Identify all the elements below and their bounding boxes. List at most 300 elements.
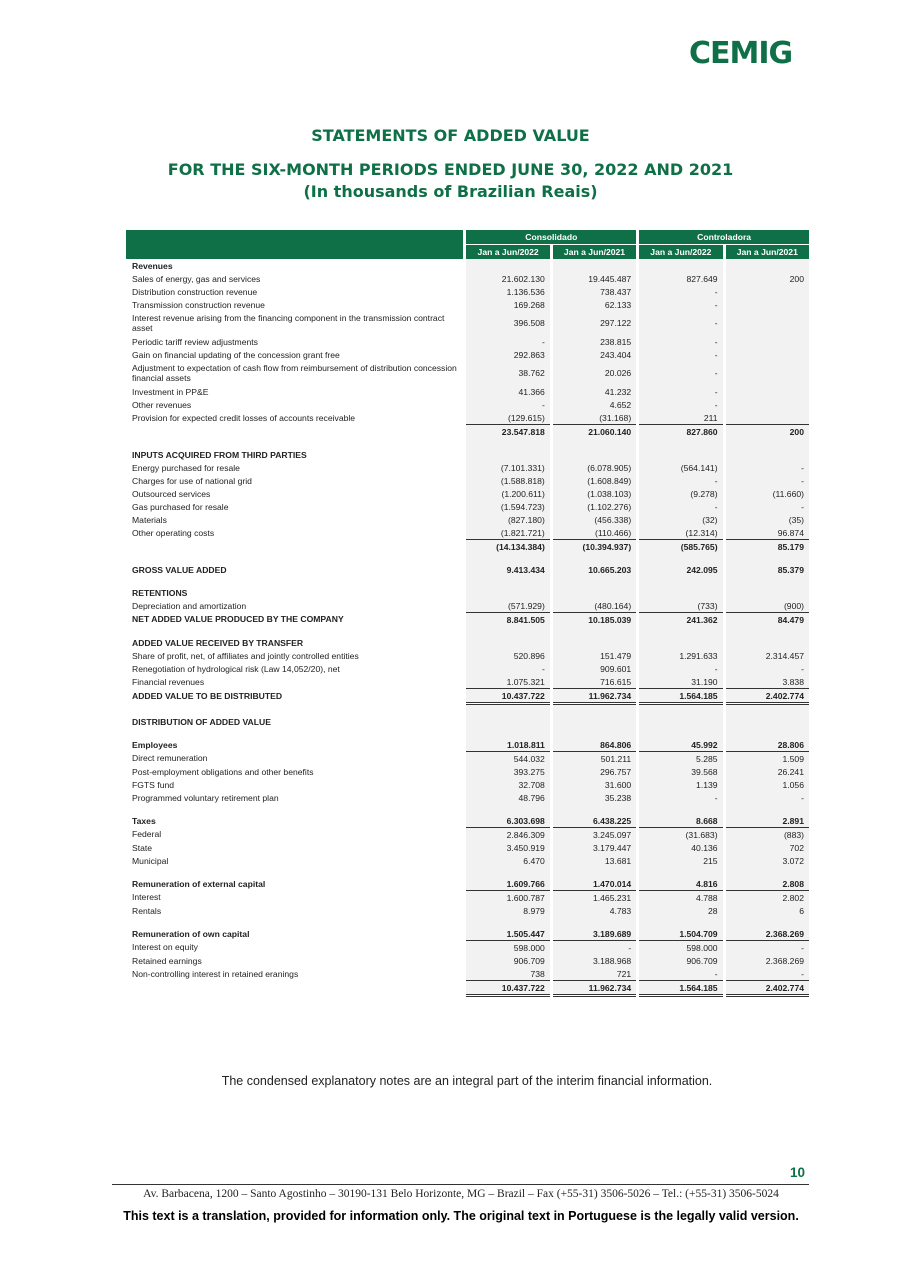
row-value: - <box>726 791 809 804</box>
row-value: 35.238 <box>553 791 636 804</box>
table-row-subtotal <box>126 438 809 448</box>
row-value <box>639 704 722 716</box>
row-label <box>126 626 463 636</box>
row-label: Remuneration of external capital <box>132 878 266 889</box>
row-label: Provision for expected credit losses of accounts receivable <box>132 412 356 423</box>
row-value <box>466 576 549 586</box>
row-value: 3.450.919 <box>466 841 549 854</box>
row-value: 21.060.140 <box>553 425 636 439</box>
table-row <box>126 474 809 487</box>
row-label: Sales of energy, gas and services <box>132 273 261 284</box>
row-label: Retained earnings <box>132 955 202 966</box>
row-value: 28 <box>639 904 722 917</box>
row-value <box>553 804 636 814</box>
row-value: - <box>639 335 722 348</box>
row-value: 1.600.787 <box>466 891 549 905</box>
table-row-subtotal <box>126 728 809 738</box>
row-value: (7.101.331) <box>466 461 549 474</box>
table-row <box>126 298 809 311</box>
row-value: - <box>639 285 722 298</box>
row-value: 1.564.185 <box>639 981 722 996</box>
row-label: Adjustment to expectation of cash flow from reimbursement of distribution concession financial assets <box>132 363 457 383</box>
row-value <box>553 553 636 563</box>
row-value <box>553 576 636 586</box>
row-value <box>639 438 722 448</box>
row-label: Non-controlling interest in retained eranings <box>132 968 299 979</box>
page-number: 10 <box>790 1165 806 1180</box>
table-row <box>126 715 809 728</box>
table-body <box>126 259 809 996</box>
row-label <box>126 804 463 814</box>
row-value: - <box>639 500 722 513</box>
row-label: Periodic tariff review adjustments <box>132 336 258 347</box>
row-value: (35) <box>726 513 809 526</box>
row-value <box>553 636 636 649</box>
footer-disclaimer: This text is a translation, provided for information only. The original text in Portuguese is the legally valid version. <box>123 1209 799 1223</box>
row-value: 1.470.014 <box>553 877 636 891</box>
row-value: 85.179 <box>726 540 809 554</box>
row-value: - <box>466 662 549 675</box>
row-label: Rentals <box>132 905 162 916</box>
row-value <box>726 636 809 649</box>
table-row <box>126 487 809 500</box>
row-value <box>553 586 636 599</box>
row-value: 501.211 <box>553 752 636 766</box>
row-value: 10.437.722 <box>466 689 549 704</box>
row-value: 2.891 <box>726 814 809 828</box>
table-row <box>126 854 809 867</box>
row-label: INPUTS ACQUIRED FROM THIRD PARTIES <box>132 449 307 460</box>
row-value: 520.896 <box>466 649 549 662</box>
footer-address: Av. Barbacena, 1200 – Santo Agostinho – 30190-131 Belo Horizonte, MG – Brazil – Fax (+55-31) 3506-5026 – Tel.: (+55-31) 3506-5024 <box>143 1188 779 1200</box>
row-value: 2.402.774 <box>726 689 809 704</box>
row-value: 906.709 <box>466 954 549 967</box>
row-label: Charges for use of national grid <box>132 475 252 486</box>
row-value <box>466 586 549 599</box>
row-value: 8.668 <box>639 814 722 828</box>
row-value <box>466 636 549 649</box>
row-value: (31.683) <box>639 828 722 842</box>
row-label: ADDED VALUE TO BE DISTRIBUTED <box>132 691 283 701</box>
row-value: 241.362 <box>639 613 722 627</box>
header-blank-cell <box>126 230 463 245</box>
row-value: 8.841.505 <box>466 613 549 627</box>
row-value: - <box>639 361 722 385</box>
row-value: 11.962.734 <box>553 689 636 704</box>
row-label: Energy purchased for resale <box>132 462 240 473</box>
table-row <box>126 285 809 298</box>
row-value: 62.133 <box>553 298 636 311</box>
row-value: 702 <box>726 841 809 854</box>
row-value: (1.588.818) <box>466 474 549 487</box>
row-value: - <box>553 941 636 955</box>
row-value: - <box>639 474 722 487</box>
row-value <box>639 259 722 272</box>
row-value: 211 <box>639 411 722 425</box>
row-value: 1.075.321 <box>466 675 549 689</box>
row-value: 169.268 <box>466 298 549 311</box>
row-value: 13.681 <box>553 854 636 867</box>
row-value <box>553 715 636 728</box>
row-label: Direct remuneration <box>132 753 208 764</box>
row-value: 864.806 <box>553 738 636 752</box>
row-value: (129.615) <box>466 411 549 425</box>
cemig-logo-wordmark: CEMIG <box>689 36 793 70</box>
row-label: Taxes <box>132 815 156 826</box>
header-col-2: Jan a Jun/2021 <box>553 245 636 260</box>
row-label: Renegotiation of hydrological risk (Law 14,052/20), net <box>132 663 340 674</box>
row-value: 96.874 <box>726 526 809 540</box>
row-value: 10.185.039 <box>553 613 636 627</box>
row-value: 738 <box>466 967 549 981</box>
table-row <box>126 738 809 752</box>
row-value: 84.479 <box>726 613 809 627</box>
row-value <box>639 728 722 738</box>
row-value: (10.394.937) <box>553 540 636 554</box>
row-value <box>639 553 722 563</box>
table-row <box>126 513 809 526</box>
row-value: - <box>639 967 722 981</box>
row-value: - <box>639 298 722 311</box>
row-label: Materials <box>132 514 167 525</box>
table-row <box>126 563 809 576</box>
row-value: 215 <box>639 854 722 867</box>
row-label: Revenues <box>132 260 173 271</box>
row-label <box>126 867 463 877</box>
row-label <box>126 540 463 554</box>
row-value: 28.806 <box>726 738 809 752</box>
header-col-1: Jan a Jun/2022 <box>466 245 549 260</box>
row-value: (1.200.611) <box>466 487 549 500</box>
added-value-table <box>126 230 809 997</box>
row-value: 296.757 <box>553 765 636 778</box>
row-value: 827.649 <box>639 272 722 285</box>
row-label: Transmission construction revenue <box>132 299 265 310</box>
explanatory-note: The condensed explanatory notes are an integral part of the interim financial information. <box>221 1074 713 1088</box>
row-value <box>466 626 549 636</box>
row-label: Share of profit, net, of affiliates and jointly controlled entities <box>132 650 359 661</box>
row-value: 9.413.434 <box>466 563 549 576</box>
table-row <box>126 891 809 905</box>
row-value <box>726 385 809 398</box>
row-label: ADDED VALUE RECEIVED BY TRANSFER <box>132 637 304 648</box>
row-value: (1.608.849) <box>553 474 636 487</box>
row-value <box>466 438 549 448</box>
row-value: 32.708 <box>466 778 549 791</box>
row-value: 906.709 <box>639 954 722 967</box>
row-value: 1.139 <box>639 778 722 791</box>
row-label: Other operating costs <box>132 527 215 538</box>
table-row <box>126 841 809 854</box>
row-value: 2.368.269 <box>726 954 809 967</box>
row-value: (9.278) <box>639 487 722 500</box>
row-value <box>726 576 809 586</box>
header-group-consolidado: Consolidado <box>466 230 636 245</box>
row-label: Federal <box>132 829 162 840</box>
row-label <box>126 704 463 716</box>
row-value: - <box>726 474 809 487</box>
row-value <box>639 626 722 636</box>
row-value: 200 <box>726 425 809 439</box>
row-value: 200 <box>726 272 809 285</box>
row-value: - <box>639 311 722 335</box>
row-label: Depreciation and amortization <box>132 600 247 611</box>
row-value <box>639 715 722 728</box>
cemig-logo-icon <box>687 34 807 70</box>
row-value: 38.762 <box>466 361 549 385</box>
row-value <box>466 804 549 814</box>
table-row <box>126 348 809 361</box>
table-row-subtotal <box>126 576 809 586</box>
table-row <box>126 500 809 513</box>
row-value: (11.660) <box>726 487 809 500</box>
row-value: (827.180) <box>466 513 549 526</box>
row-value: 2.846.309 <box>466 828 549 842</box>
row-value <box>553 626 636 636</box>
row-value: 544.032 <box>466 752 549 766</box>
table-row <box>126 398 809 411</box>
row-value: 2.808 <box>726 877 809 891</box>
row-value: - <box>466 335 549 348</box>
row-value: (31.168) <box>553 411 636 425</box>
row-label <box>126 981 463 996</box>
row-value: 39.568 <box>639 765 722 778</box>
row-value: 3.188.968 <box>553 954 636 967</box>
table-row <box>126 828 809 842</box>
row-value: - <box>639 385 722 398</box>
header-column-row <box>126 245 809 260</box>
row-value: - <box>639 348 722 361</box>
row-value: 45.992 <box>639 738 722 752</box>
row-value <box>553 917 636 927</box>
row-value: (6.078.905) <box>553 461 636 474</box>
table-row <box>126 411 809 425</box>
row-value: (883) <box>726 828 809 842</box>
row-value: 23.547.818 <box>466 425 549 439</box>
row-value <box>466 728 549 738</box>
table-row <box>126 689 809 704</box>
header-col-3: Jan a Jun/2022 <box>639 245 722 260</box>
row-value: (480.164) <box>553 599 636 613</box>
row-value: 1.505.447 <box>466 927 549 941</box>
row-value: 292.863 <box>466 348 549 361</box>
table-row <box>126 941 809 955</box>
row-value: 4.788 <box>639 891 722 905</box>
table-row-subtotal <box>126 553 809 563</box>
table-row <box>126 599 809 613</box>
header-group-controladora: Controladora <box>639 230 809 245</box>
row-label: Remuneration of own capital <box>132 928 250 939</box>
row-value <box>726 704 809 716</box>
row-value: - <box>726 461 809 474</box>
table-row <box>126 526 809 540</box>
row-label: NET ADDED VALUE PRODUCED BY THE COMPANY <box>132 614 344 625</box>
row-value <box>726 361 809 385</box>
table-row <box>126 904 809 917</box>
row-value <box>726 285 809 298</box>
row-value: 6.303.698 <box>466 814 549 828</box>
row-value: 40.136 <box>639 841 722 854</box>
row-value <box>466 715 549 728</box>
table-row-subtotal <box>126 626 809 636</box>
table-row <box>126 259 809 272</box>
row-value: 238.815 <box>553 335 636 348</box>
row-value: (12.314) <box>639 526 722 540</box>
row-value: - <box>639 398 722 411</box>
row-value: - <box>466 398 549 411</box>
row-value: (571.929) <box>466 599 549 613</box>
row-value: (564.141) <box>639 461 722 474</box>
table-row-subtotal <box>126 917 809 927</box>
row-value: 6.470 <box>466 854 549 867</box>
row-value: 31.190 <box>639 675 722 689</box>
row-value <box>466 917 549 927</box>
row-value: 598.000 <box>466 941 549 955</box>
row-value: 1.504.709 <box>639 927 722 941</box>
table-row <box>126 649 809 662</box>
row-label: Investment in PP&E <box>132 386 209 397</box>
row-label: Post-employment obligations and other benefits <box>132 766 314 777</box>
table-row-subtotal <box>126 540 809 554</box>
row-value: (1.821.721) <box>466 526 549 540</box>
row-value <box>726 448 809 461</box>
row-value <box>466 867 549 877</box>
row-value: - <box>726 941 809 955</box>
row-value: 297.122 <box>553 311 636 335</box>
row-label <box>126 438 463 448</box>
row-value <box>726 804 809 814</box>
row-value: (900) <box>726 599 809 613</box>
row-value: (585.765) <box>639 540 722 554</box>
row-value <box>726 398 809 411</box>
row-value: - <box>726 500 809 513</box>
row-value <box>466 259 549 272</box>
row-value: 721 <box>553 967 636 981</box>
row-value: 3.072 <box>726 854 809 867</box>
row-value: 2.368.269 <box>726 927 809 941</box>
row-label: DISTRIBUTION OF ADDED VALUE <box>132 716 271 727</box>
row-value: 242.095 <box>639 563 722 576</box>
table-row <box>126 613 809 627</box>
row-value: 11.962.734 <box>553 981 636 996</box>
row-label <box>126 553 463 563</box>
row-value: 4.652 <box>553 398 636 411</box>
row-value: 1.136.536 <box>466 285 549 298</box>
table-row <box>126 448 809 461</box>
table-row <box>126 967 809 981</box>
row-value <box>726 626 809 636</box>
footer-divider <box>112 1184 809 1185</box>
table-row <box>126 778 809 791</box>
row-label: RETENTIONS <box>132 587 188 598</box>
row-value: - <box>726 967 809 981</box>
row-label: Interest revenue arising from the financing component in the transmission contract asset <box>132 313 445 333</box>
row-value: - <box>639 791 722 804</box>
row-label: Interest on equity <box>132 942 198 953</box>
row-value: 1.509 <box>726 752 809 766</box>
row-value: 1.018.811 <box>466 738 549 752</box>
row-label: Gain on financial updating of the concession grant free <box>132 349 340 360</box>
row-value <box>726 728 809 738</box>
row-label: Distribution construction revenue <box>132 286 258 297</box>
row-label: Programmed voluntary retirement plan <box>132 792 279 803</box>
table-row <box>126 954 809 967</box>
row-value: - <box>639 662 722 675</box>
row-value <box>553 448 636 461</box>
table-row <box>126 765 809 778</box>
row-value <box>639 804 722 814</box>
row-value: (14.134.384) <box>466 540 549 554</box>
row-value: 20.026 <box>553 361 636 385</box>
table-row <box>126 791 809 804</box>
row-label: Municipal <box>132 855 169 866</box>
header-group-row <box>126 230 809 245</box>
row-value <box>726 348 809 361</box>
row-value <box>726 411 809 425</box>
row-value <box>553 704 636 716</box>
row-value: 26.241 <box>726 765 809 778</box>
row-value: 3.838 <box>726 675 809 689</box>
row-value: 396.508 <box>466 311 549 335</box>
row-value <box>639 917 722 927</box>
row-value <box>639 448 722 461</box>
row-value <box>726 586 809 599</box>
row-value: 827.860 <box>639 425 722 439</box>
row-value: 41.232 <box>553 385 636 398</box>
table-row <box>126 586 809 599</box>
row-value: 151.479 <box>553 649 636 662</box>
row-value: 6.438.225 <box>553 814 636 828</box>
row-value <box>726 553 809 563</box>
row-value: 4.783 <box>553 904 636 917</box>
row-value: 738.437 <box>553 285 636 298</box>
row-value <box>466 553 549 563</box>
table-row <box>126 311 809 335</box>
table-row <box>126 675 809 689</box>
row-label: Interest <box>132 892 161 903</box>
row-value: 10.665.203 <box>553 563 636 576</box>
row-value <box>726 298 809 311</box>
row-value: 31.600 <box>553 778 636 791</box>
row-value: 909.601 <box>553 662 636 675</box>
row-value <box>553 728 636 738</box>
row-value: (1.038.103) <box>553 487 636 500</box>
row-label <box>126 728 463 738</box>
row-label <box>126 917 463 927</box>
row-value: 3.245.097 <box>553 828 636 842</box>
table-row <box>126 636 809 649</box>
row-value: 85.379 <box>726 563 809 576</box>
table-row-subtotal <box>126 867 809 877</box>
table-row-subtotal <box>126 704 809 716</box>
row-value: 2.802 <box>726 891 809 905</box>
row-value: 393.275 <box>466 765 549 778</box>
header-col-4: Jan a Jun/2021 <box>726 245 809 260</box>
table-row-subtotal <box>126 425 809 439</box>
row-value <box>639 586 722 599</box>
table-row <box>126 662 809 675</box>
table-row <box>126 877 809 891</box>
row-value <box>639 576 722 586</box>
row-value: 2.314.457 <box>726 649 809 662</box>
row-label: Outsourced services <box>132 488 211 499</box>
row-value: 3.189.689 <box>553 927 636 941</box>
row-value <box>726 917 809 927</box>
row-value: 716.615 <box>553 675 636 689</box>
row-value: 6 <box>726 904 809 917</box>
row-value: 1.609.766 <box>466 877 549 891</box>
row-value <box>553 438 636 448</box>
